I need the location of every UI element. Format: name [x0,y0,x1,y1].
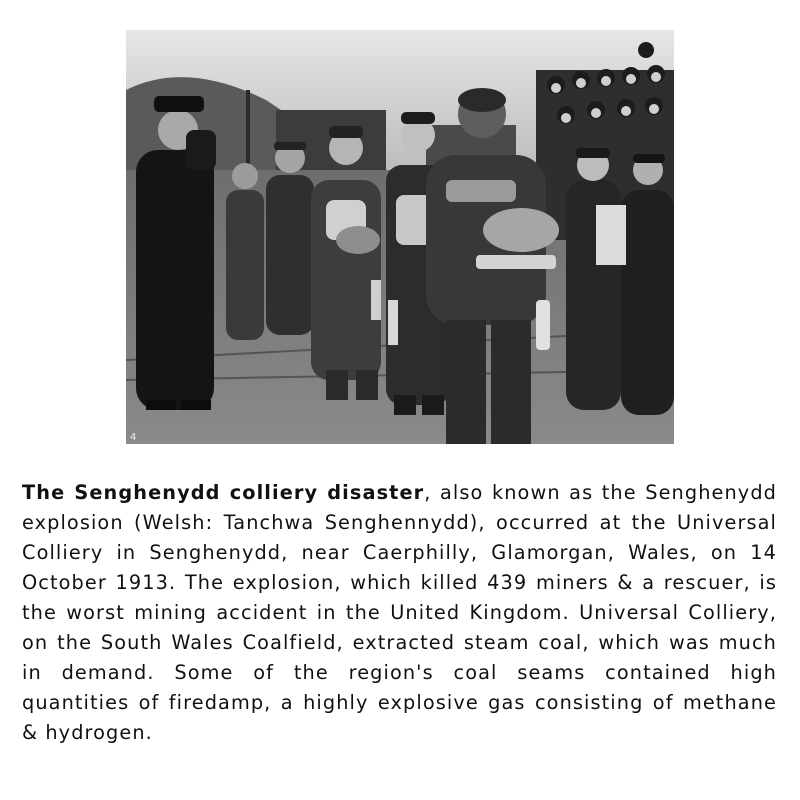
historical-photo [126,30,674,444]
caption-body: , also known as the Senghenydd explosion (Welsh: Tanchwa Senghennydd), occurred at the Universal Colliery in Senghenydd, near Caerphilly, Glamorgan, Wales, on 14 October 1913. The explosion, which killed 439 miners & a rescuer, is the worst mining accident in the United Kingdom. Universal Colliery, on the South Wales Coalfield, extracted steam coal, which was much in demand. Some of the region's coal seams contained high quantities of firedamp, a highly explosive gas consisting of methane & hydrogen. [22,481,777,744]
photo-corner-mark: 4 [130,432,137,443]
caption-paragraph [22,478,777,748]
caption-title: The Senghenydd colliery disaster [22,481,425,504]
photo-illustration [126,30,674,444]
